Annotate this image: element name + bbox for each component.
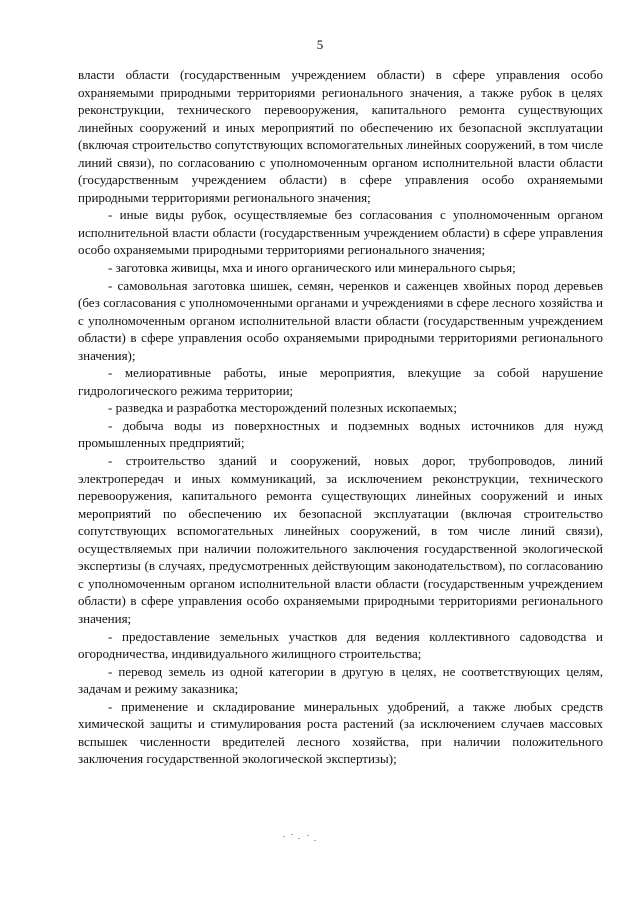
list-item-construction: - строительство зданий и сооружений, новых дорог, трубопроводов, линий электропередач и иных коммуникаций, за исключением реконструкции, технического перевооружения, капитального ремонта существующих линейных сооружений и иных мероприятий по обеспечению их безопасной эксплуатации (включая строительство сопутствующих вспомогательных линейных сооружений, в том числе линий связи), осуществляемых при наличии положительного заключения государственной экологической экспертизы (в случаях, предусмотренных действующим законодательством), по согласованию с уполномоченным органом исполнительной власти области (государственным учреждением области) в сфере управления особо охраняемыми природными территориями регионального значения; [78, 453, 603, 626]
list-item-fertilizer-use: - применение и складирование минеральных удобрений, а также любых средств химической защиты и стимулирования роста растений (за исключением случаев массовых вспышек численности вредителей лесного хозяйства, при наличии положительного заключения государственной экологической экспертизы); [78, 698, 603, 767]
list-item-other-logging: - иные виды рубок, осуществляемые без согласования с уполномоченным органом исполнительной власти области (государственным учреждением области) в сфере управления особо охраняемыми природными территориями регионального значения; [78, 207, 603, 258]
list-item-mineral-exploration: - разведка и разработка месторождений полезных ископаемых; [108, 400, 458, 416]
list-item-water-extraction: - добыча воды из поверхностных и подземных водных источников для нужд промышленных предприятий; [78, 417, 603, 451]
paragraph-continuation: власти области (государственным учреждением области) в сфере управления особо охраняемыми природными территориями регионального значения, а также рубок в целях реконструкции, технического перевооружения, капитального ремонта существующих линейных сооружений и иных мероприятий по обеспечению их безопасной эксплуатации (включая строительство сопутствующих вспомогательных линейных сооружений, в том числе линий связи), по согласованию с уполномоченным органом исполнительной власти области (государственным учреждением области) в сфере управления особо охраняемыми природными территориями регионального значения; [78, 67, 603, 205]
list-item-land-category-change: - перевод земель из одной категории в другую в целях, не соответствующих целям, задачам и режиму заказника; [78, 663, 603, 697]
scan-noise [283, 832, 323, 844]
list-item-land-reclamation: - мелиоративные работы, иные мероприятия, влекущие за собой нарушение гидрологического режима территории; [78, 365, 603, 398]
list-item-cone-seed-harvesting: - самовольная заготовка шишек, семян, черенков и саженцев хвойных пород деревьев (без согласования с уполномоченными органами и учреждениями в сфере лесного хозяйства и с уполномоченным органом исполнительной власти области (государственным учреждением области) в сфере управления особо охраняемыми природными территориями регионального значения); [78, 277, 603, 363]
document-body [78, 66, 603, 768]
list-item-land-allocation: - предоставление земельных участков для ведения коллективного садоводства и огородничества, индивидуального жилищного строительства; [78, 628, 603, 662]
list-item-resin-moss-harvesting: - заготовка живицы, мха и иного органического или минерального сырья; [108, 260, 516, 276]
page-number: 5 [316, 37, 324, 52]
